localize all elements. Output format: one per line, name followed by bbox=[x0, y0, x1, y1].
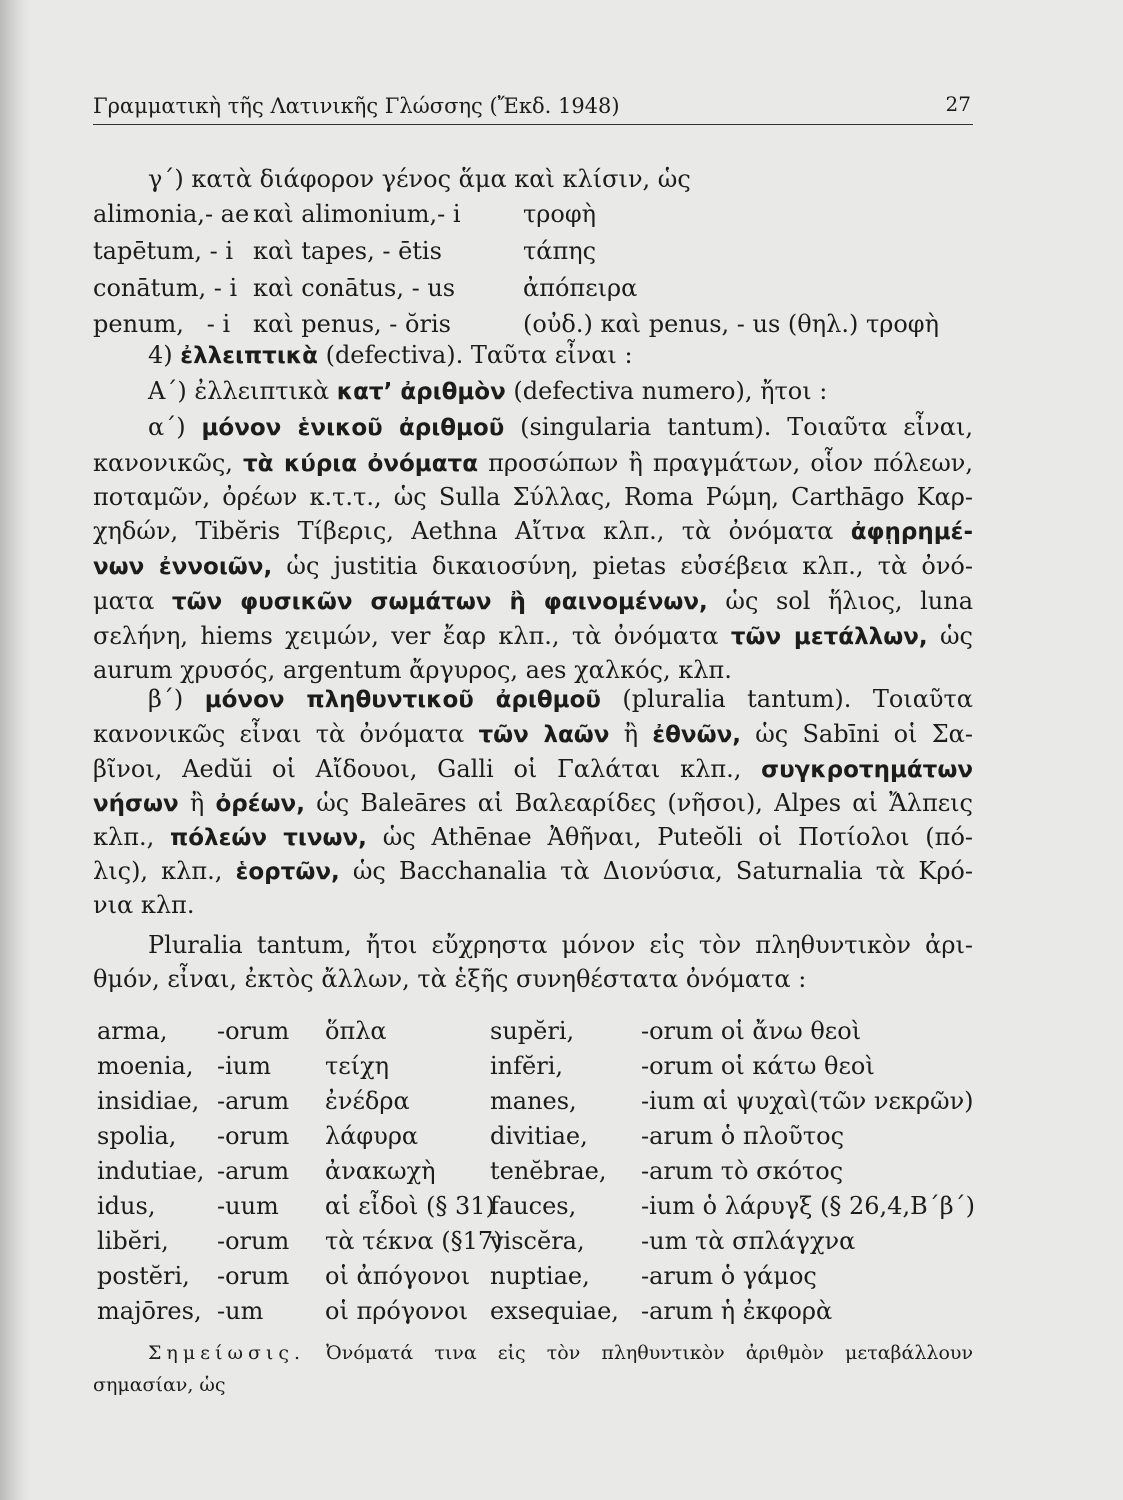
pluralia-row: postĕri, -orum οἱ ἀπόγονοι nuptiae, -arum ὁ γάμος bbox=[97, 1262, 817, 1290]
beta-line-2: κανονικῶς εἶναι τὰ ὀνόματα τῶν λαῶν ἢ ἐθνῶν, ὡς Sabīni οἱ Σα- bbox=[93, 720, 973, 748]
pluralia-row: moenia, -ium τείχη infĕri, -orum οἱ κάτω θεοὶ bbox=[97, 1052, 875, 1080]
pluralia-row: insidiae, -arum ἐνέδρα manes, -ium αἱ ψυχαὶ(τῶν νεκρῶν) bbox=[97, 1087, 974, 1115]
alpha-line-7: σελήνη, hiems χειμών, ver ἔαρ κλπ., τὰ ὀνόματα τῶν μετάλλων, ὡς bbox=[93, 622, 973, 650]
beta-line-7: νια κλπ. bbox=[93, 891, 195, 919]
pluralia-intro-1: Pluralia tantum, ἤτοι εὔχρηστα μόνον εἰς τὸν πληθυντικὸν ἀρι- bbox=[148, 931, 973, 959]
pluralia-row: spolia, -orum λάφυρα divitiae, -arum ὁ πλοῦτος bbox=[97, 1122, 845, 1150]
pair-row: conātum, - i καὶ conātus, - us ἀπόπειρα bbox=[93, 274, 638, 302]
beta-line-3: βῖνοι, Aedŭi οἱ Αἴδουοι, Galli οἱ Γαλάται κλπ., συγκροτημάτων bbox=[93, 755, 974, 783]
intro-line: γ΄) κατὰ διάφορον γένος ἅμα καὶ κλίσιν, ὡς bbox=[148, 165, 691, 193]
pluralia-row: libĕri, -orum τὰ τέκνα (§17) viscĕra, -um τὰ σπλάγχνα bbox=[97, 1227, 856, 1255]
header-title: Γραμματικὴ τῆς Λατινικῆς Γλώσσης (Ἔκδ. 1948) bbox=[93, 94, 620, 118]
page-number: 27 bbox=[945, 92, 971, 116]
pluralia-row: arma, -orum ὅπλα supĕri, -orum οἱ ἄνω θεοὶ bbox=[97, 1017, 862, 1045]
pluralia-intro-2: θμόν, εἶναι, ἐκτὸς ἄλλων, τὰ ἑξῆς συνηθέστατα ὀνόματα : bbox=[93, 965, 807, 993]
pluralia-row: indutiae, -arum ἀνακωχὴ tenĕbrae, -arum τὸ σκότος bbox=[97, 1157, 844, 1185]
alpha-line-3: ποταμῶν, ὀρέων κ.τ.τ., ὡς Sulla Σύλλας, Roma Ρώμη, Carthāgo Καρ- bbox=[93, 483, 974, 511]
alpha-line-1: α΄) μόνον ἑνικοῦ ἀριθμοῦ (singularia tantum). Τοιαῦτα εἶναι, bbox=[148, 413, 973, 441]
note-label: Σημείωσις. bbox=[148, 1342, 306, 1364]
beta-line-6: λις), κλπ., ἑορτῶν, ὡς Bacchanalia τὰ Διονύσια, Saturnalia τὰ Κρό- bbox=[93, 857, 973, 885]
subsection-A: Α΄) ἐλλειπτικὰ κατ’ ἀριθμὸν (defectiva numero), ἤτοι : bbox=[148, 377, 828, 405]
alpha-line-8: aurum χρυσός, argentum ἄργυρος, aes χαλκός, κλπ. bbox=[93, 656, 732, 684]
alpha-line-6: ματα τῶν φυσικῶν σωμάτων ἢ φαινομένων, ὡς sol ἥλιος, luna bbox=[93, 587, 973, 615]
beta-line-4: νήσων ἢ ὀρέων, ὡς Baleāres αἱ Βαλεαρίδες (νῆσοι), Alpes αἱ Ἄλπεις bbox=[93, 789, 973, 817]
note-line-1: Σημείωσις. Ὀνόματά τινα εἰς τὸν πληθυντικὸν ἀριθμὸν μεταβάλλουν bbox=[148, 1342, 973, 1364]
alpha-line-5: νων ἐννοιῶν, ὡς justitia δικαιοσύνη, pietas εὐσέβεια κλπ., τὰ ὀνό- bbox=[93, 552, 973, 580]
alpha-line-2: κανονικῶς, τὰ κύρια ὀνόματα προσώπων ἢ πραγμάτων, οἷον πόλεων, bbox=[93, 449, 973, 477]
pluralia-row: majōres, -um οἱ πρόγονοι exsequiae, -arum ἡ ἐκφορὰ bbox=[97, 1297, 833, 1325]
pair-row: tapētum, - i καὶ tapes, - ētis τάπης bbox=[93, 237, 597, 265]
pair-row: alimonia,- ae καὶ alimonium,- i τροφὴ bbox=[93, 200, 597, 228]
alpha-line-4: χηδών, Tibĕris Τίβερις, Aethna Αἴτνα κλπ., τὰ ὀνόματα ἀφῃρημέ- bbox=[93, 517, 973, 545]
beta-line-1: β΄) μόνον πληθυντικοῦ ἀριθμοῦ (pluralia tantum). Τοιαῦτα bbox=[148, 685, 973, 713]
beta-line-5: κλπ., πόλεών τινων, ὡς Athēnae Ἀθῆναι, Puteŏli οἱ Ποτίολοι (πό- bbox=[93, 823, 974, 851]
section-4-heading: 4) ἐλλειπτικὰ (defectiva). Ταῦτα εἶναι : bbox=[148, 341, 633, 369]
running-header bbox=[93, 90, 973, 125]
pair-row: penum, - i καὶ penus, - ŏris (οὐδ.) καὶ penus, - us (θηλ.) τροφὴ bbox=[93, 310, 939, 338]
note-line-2: σημασίαν, ὡς bbox=[93, 1374, 226, 1396]
pluralia-row: idus, -uum αἱ εἶδοὶ (§ 31) fauces, -ium ὁ λάρυγξ (§ 26,4,Β΄β΄) bbox=[97, 1192, 975, 1220]
